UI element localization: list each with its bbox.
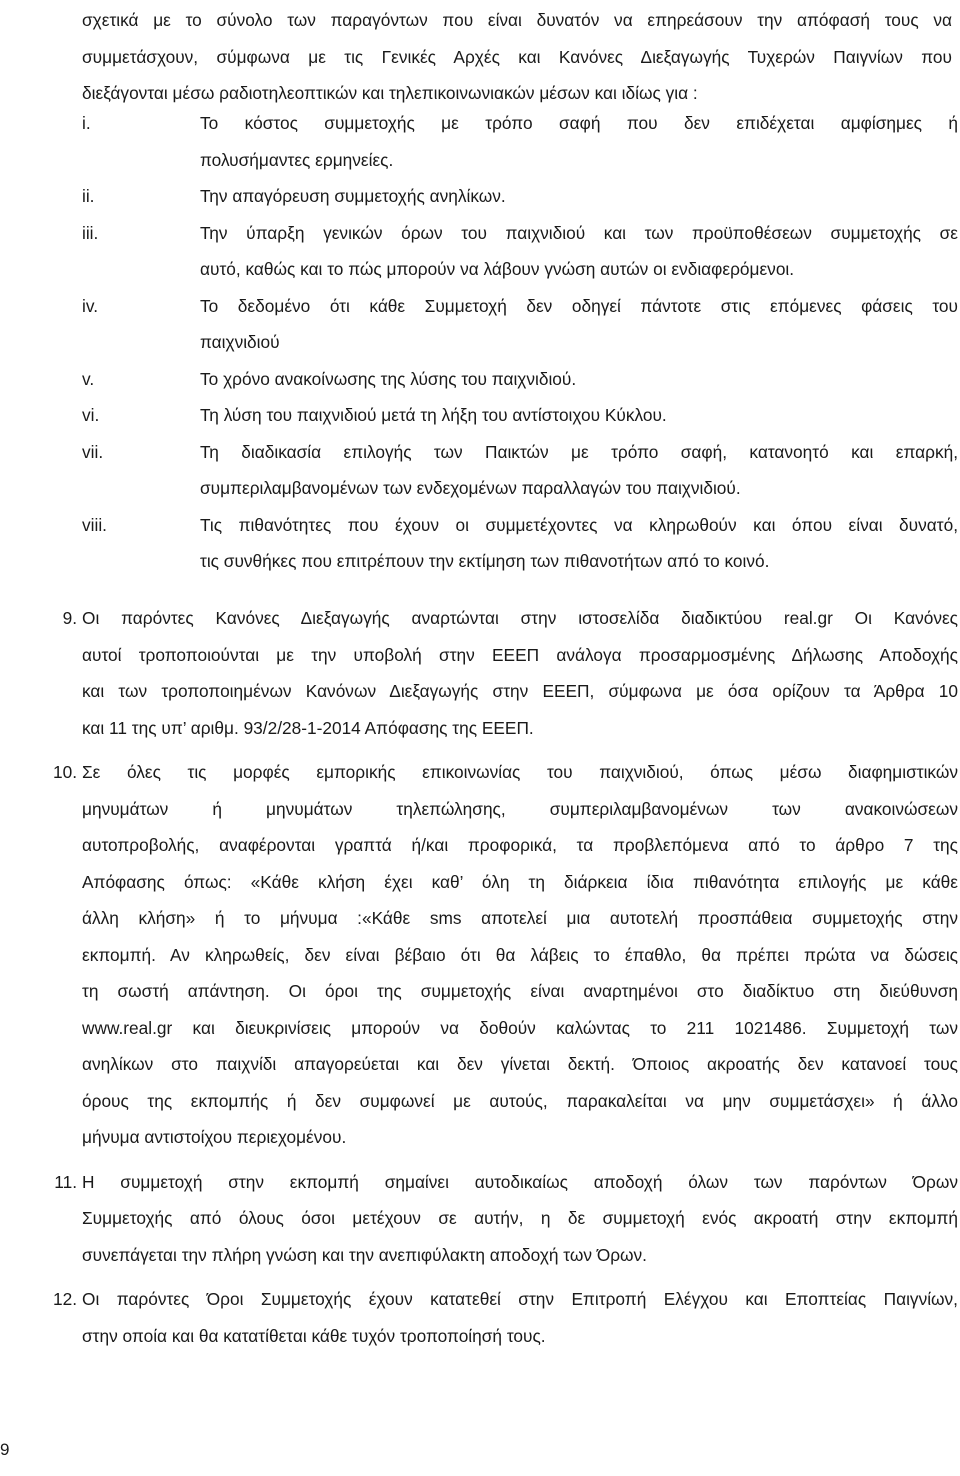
text-line: αυτό, καθώς και το πώς μπορούν να λάβουν γνώση αυτών οι ενδιαφερόμενοι.	[200, 259, 795, 279]
text-line: διεξάγονται μέσω ραδιοτηλεοπτικών και τηλεπικοινωνιακών μέσων και ιδίως για :	[82, 83, 698, 103]
list-item-number: v.	[82, 368, 95, 389]
text-line: ανηλίκων στο παιχνίδι απαγορεύεται και δεν γίνεται δεκτή. Όποιος ακροατής δεν κατανοεί τους	[82, 1054, 958, 1074]
list-item	[82, 288, 958, 361]
text-line: συμμετάσχουν, σύμφωνα με τις Γενικές Αρχές και Κανόνες Διεξαγωγής Τυχερών Παιγνίων που	[82, 46, 952, 67]
list-item	[82, 507, 958, 580]
list-item-number: ii.	[82, 186, 95, 206]
text-line: πολυσήμαντες ερμηνείες.	[200, 149, 394, 170]
list-item	[54, 1164, 958, 1274]
text-line: Συμμετοχής από όλους όσοι μετέχουν σε αυτήν, η δε συμμετοχή ενός ακροατή στην εκπομπή	[82, 1208, 958, 1228]
text-line: εκπομπή. Αν κληρωθείς, δεν είναι βέβαιο ότι θα λάβεις το έπαθλο, θα πρέπει πρώτα να δώσεις	[82, 944, 958, 965]
text-line: Τη διαδικασία επιλογής των Παικτών με τρόπο σαφή, κατανοητό και επαρκή,	[200, 441, 958, 462]
list-item	[62, 600, 958, 746]
text-line: παιχνιδιού	[200, 332, 280, 352]
list-item-number: iii.	[82, 222, 99, 243]
text-line: Η συμμετοχή στην εκπομπή σημαίνει αυτοδικαίως αποδοχή όλων των παρόντων Όρων	[82, 1171, 958, 1192]
roman-list	[82, 105, 958, 580]
text-line: και των τροποποιημένων Κανόνων Διεξαγωγής στην ΕΕΕΠ, σύμφωνα με όσα ορίζουν τα Άρθρα 10	[82, 681, 958, 701]
text-line: συμπεριλαμβανομένων των ενδεχομένων παραλλαγών του παιχνιδιού.	[200, 478, 741, 498]
text-line: και 11 της υπ’ αριθμ. 93/2/28-1-2014 Απόφασης της ΕΕΕΠ.	[82, 717, 534, 738]
text-line: Οι παρόντες Κανόνες Διεξαγωγής αναρτώνται στην ιστοσελίδα διαδικτύου real.gr Οι Κανόνες	[82, 608, 958, 628]
text-line: αυτοπροβολής, αναφέρονται γραπτά ή/και προφορικά, τα προβλεπόμενα από το άρθρο 7 της	[82, 835, 958, 855]
text-line: Το δεδομένο ότι κάθε Συμμετοχή δεν οδηγεί πάντοτε στις επόμενες φάσεις του	[200, 295, 958, 316]
list-item-number: vi.	[82, 405, 100, 425]
text-line: Το κόστος συμμετοχής με τρόπο σαφή που δεν επιδέχεται αμφίσημες ή	[200, 113, 958, 133]
page-number: 9	[0, 1440, 10, 1459]
text-line: www.real.gr και διευκρινίσεις μπορούν να δοθούν καλώντας το 211 1021486. Συμμετοχή των	[82, 1017, 958, 1038]
list-item	[82, 361, 958, 398]
list-item-number: 10.	[52, 762, 77, 782]
list-item-number: 11.	[54, 1171, 77, 1192]
list-item-number: 9.	[62, 608, 77, 628]
list-item	[82, 178, 958, 215]
numbered-list	[52, 600, 958, 1362]
text-line: Οι παρόντες Όροι Συμμετοχής έχουν κατατεθεί στην Επιτροπή Ελέγχου και Εποπτείας Παιγνίων,	[82, 1289, 958, 1309]
text-line: Απόφασης όπως: «Κάθε κλήση έχει καθ’ όλη τη διάρκεια ίδια πιθανότητα επιλογής με κάθε	[82, 871, 958, 892]
list-item-number: i.	[82, 113, 91, 133]
text-line: Το χρόνο ανακοίνωσης της λύσης του παιχνιδιού.	[200, 368, 577, 389]
list-item	[82, 215, 958, 288]
list-item	[52, 754, 958, 1156]
text-line: Την απαγόρευση συμμετοχής ανηλίκων.	[200, 186, 506, 206]
list-item-number: 12.	[52, 1289, 77, 1309]
text-line: όρους της εκπομπής ή δεν συμφωνεί με αυτούς, παρακαλείται να μην συμμετάσχει» ή άλλο	[82, 1090, 958, 1111]
list-item	[82, 105, 958, 178]
list-item-number: vii.	[82, 441, 104, 462]
text-line: μήνυμα αντιστοίχου περιεχομένου.	[82, 1127, 347, 1147]
text-line: στην οποία και θα κατατίθεται κάθε τυχόν τροποποίησή τους.	[82, 1325, 546, 1346]
text-line: Τη λύση του παιχνιδιού μετά τη λήξη του αντίστοιχου Κύκλου.	[200, 405, 667, 425]
text-line: τις συνθήκες που επιτρέπουν την εκτίμηση των πιθανοτήτων από το κοινό.	[200, 551, 770, 571]
list-item-number: viii.	[82, 514, 107, 535]
text-line: τη σωστή απάντηση. Οι όροι της συμμετοχής είναι αναρτημένοι στο διαδίκτυο στη διεύθυνση	[82, 981, 958, 1001]
list-item	[52, 1281, 958, 1354]
text-line: αυτοί τροποποιούνται με την υποβολή στην ΕΕΕΠ ανάλογα προσαρμοσμένης Δήλωσης Αποδοχής	[82, 644, 958, 665]
text-line: μηνυμάτων ή μηνυμάτων τηλεπώλησης, συμπεριλαμβανομένων των ανακοινώσεων	[82, 798, 958, 819]
list-item	[82, 397, 958, 434]
text-line: Τις πιθανότητες που έχουν οι συμμετέχοντες να κληρωθούν και όπου είναι δυνατό,	[200, 514, 958, 535]
text-line: συνεπάγεται την πλήρη γνώση και την ανεπιφύλακτη αποδοχή των Όρων.	[82, 1244, 647, 1265]
list-item-number: iv.	[82, 295, 98, 316]
text-line: σχετικά με το σύνολο των παραγόντων που είναι δυνατόν να επηρεάσουν την απόφασή τους να	[82, 10, 952, 30]
text-line: άλλη κλήση» ή το μήνυμα :«Κάθε sms αποτελεί μια αυτοτελή προσπάθεια συμμετοχής στην	[82, 908, 958, 928]
text-line: Σε όλες τις μορφές εμπορικής επικοινωνίας του παιχνιδιού, όπως μέσω διαφημιστικών	[82, 762, 958, 782]
list-item	[82, 434, 958, 507]
text-line: Την ύπαρξη γενικών όρων του παιχνιδιού και των προϋποθέσεων συμμετοχής σε	[200, 222, 958, 243]
intro-paragraph	[82, 2, 952, 112]
